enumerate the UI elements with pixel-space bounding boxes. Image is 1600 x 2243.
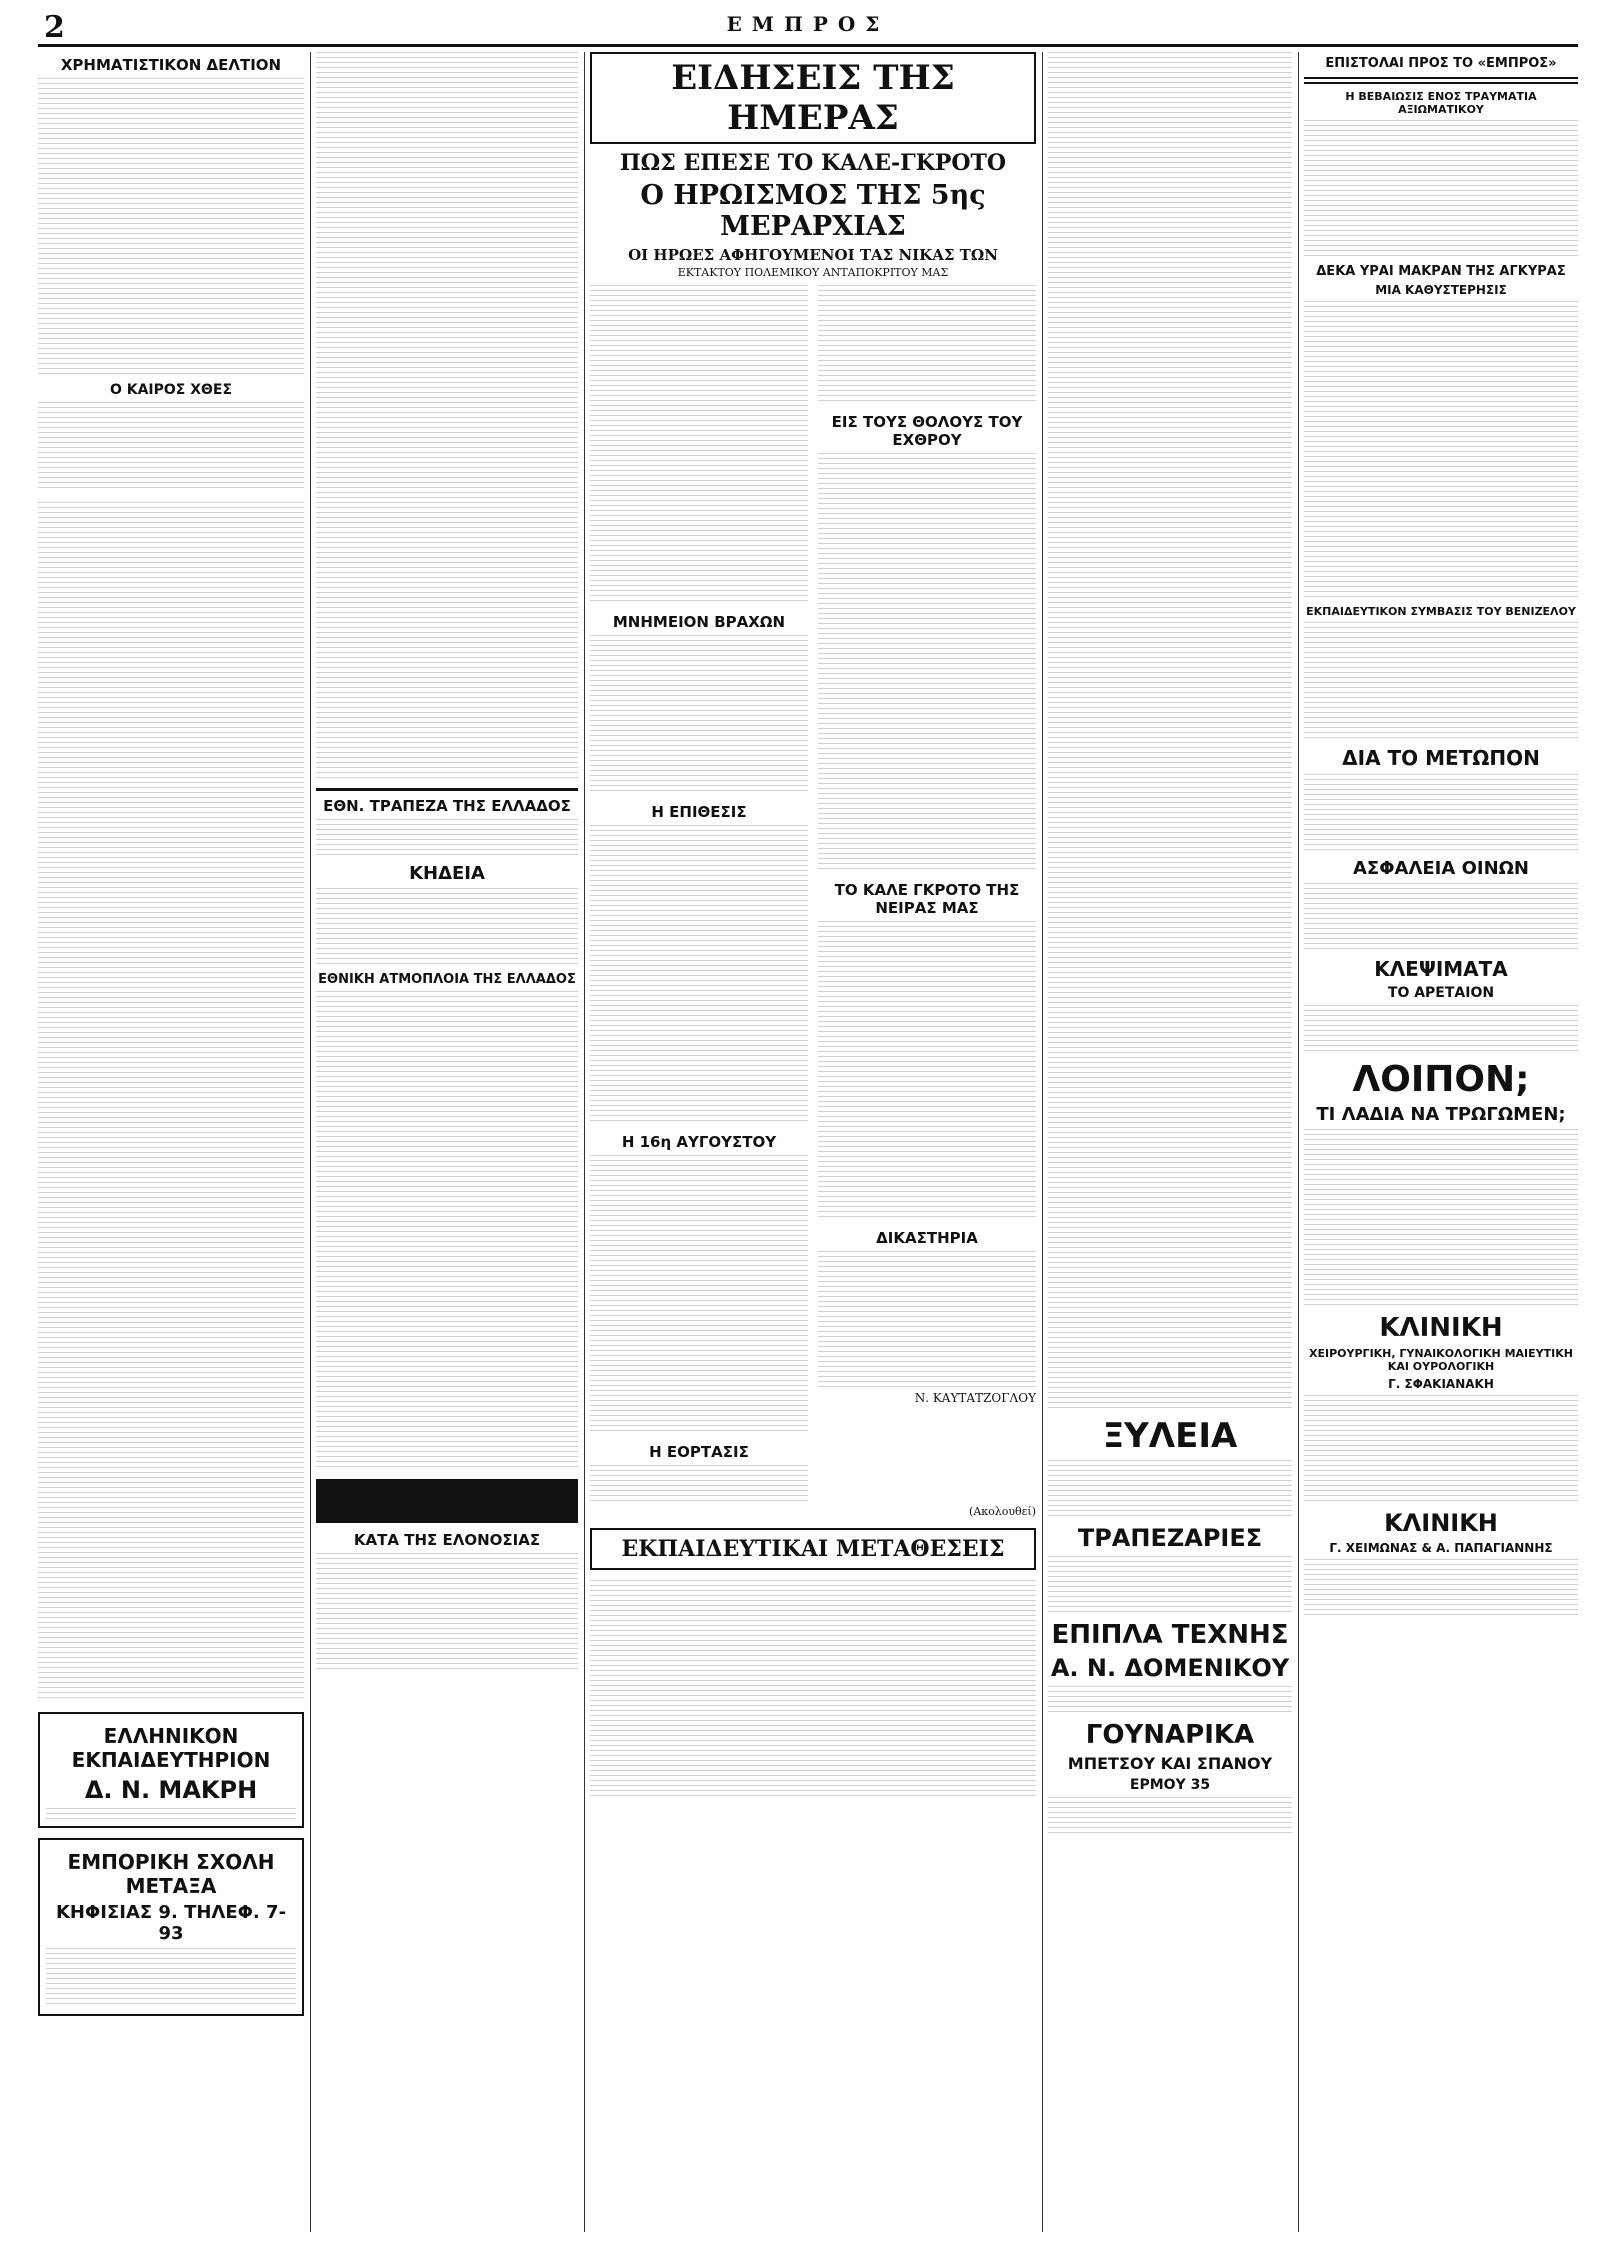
article-text (590, 825, 808, 1125)
ad-title: ΕΜΠΟΡΙΚΗ ΣΧΟΛΗ ΜΕΤΑΞΑ (67, 1850, 275, 1898)
ad-text (46, 1808, 296, 1820)
clinic-2-title: ΚΛΙΝΙΚΗ (1384, 1509, 1498, 1537)
furniture-ad-title: ΕΠΙΠΛΑ ΤΕΧΝΗΣ (1051, 1620, 1289, 1650)
divider (316, 788, 578, 791)
article-text (590, 1155, 808, 1435)
furniture-ad-text (1048, 1686, 1292, 1716)
column-1 (38, 52, 304, 2232)
ad-title: ΕΛΛΗΝΙΚΟΝ ΕΚΠΑΙΔΕΥΤΗΡΙΟΝ (71, 1724, 271, 1772)
loipon-title: ΛΟΙΠΟΝ; (1352, 1059, 1530, 1100)
letter-text (1304, 301, 1578, 601)
wood-ad-title: ΞΥΛΕΙΑ (1102, 1416, 1238, 1456)
tables-ad-title: ΤΡΑΠΕΖΑΡΙΕΣ (1077, 1524, 1263, 1552)
section-heading: ΔΙΚΑΣΤΗΡΙΑ (876, 1229, 978, 1247)
headline-2: Ο ΗΡΩΙΣΜΟΣ ΤΗΣ 5ης ΜΕΡΑΡΧΙΑΣ (640, 180, 986, 242)
weather-text (38, 402, 304, 492)
clinic-2-doctors: Γ. ΧΕΙΜΩΝΑΣ & Α. ΠΑΠΑΓΙΑΝΝΗΣ (1329, 1541, 1553, 1555)
letter-subtitle-2: ΜΙΑ ΚΑΘΥΣΤΕΡΗΣΙΣ (1375, 283, 1507, 297)
letter-subtitle: ΔΕΚΑ ΥΡΑΙ ΜΑΚΡΑΝ ΤΗΣ ΑΓΚΥΡΑΣ (1316, 264, 1566, 279)
column-divider (1042, 52, 1043, 2232)
furs-ad-title: ΓΟΥΝΑΡΙΚΑ (1085, 1720, 1255, 1750)
ad-address: ΚΗΦΙΣΙΑΣ 9. ΤΗΛΕΦ. 7-93 (55, 1902, 287, 1944)
furs-ad-sub: ΜΠΕΤΣΟΥ ΚΑΙ ΣΠΑΝΟΥ (1067, 1754, 1273, 1773)
article-text (590, 635, 808, 795)
funeral-title: ΚΗΔΕΙΑ (409, 863, 485, 884)
school-ad-makri (38, 1712, 304, 1828)
letter-text (1304, 120, 1578, 260)
front-text (1304, 774, 1578, 854)
section-heading: Η ΕΟΡΤΑΣΙΣ (649, 1443, 749, 1461)
shipping-text (316, 991, 578, 1471)
furniture-ad-name: Α. Ν. ΔΟΜΕΝΙΚΟΥ (1050, 1654, 1290, 1682)
malaria-ad-title: ΚΑΤΑ ΤΗΣ ΕΛΟΝΟΣΙΑΣ (353, 1531, 541, 1549)
ad-text (46, 1948, 296, 2008)
thefts-title: ΚΛΕΨΙΜΑΤΑ (1374, 957, 1508, 981)
masthead (38, 8, 1578, 47)
notice-title: ΕΚΠΑΙΔΕΥΤΙΚΟΝ ΣΥΜΒΑΣΙΣ ΤΟΥ ΒΕΝΙΖΕΛΟΥ (1306, 605, 1576, 618)
article-text (818, 285, 1036, 405)
school-ad-metaxa (38, 1838, 304, 2016)
loipon-subtitle: ΤΙ ΛΑΔΙΑ ΝΑ ΤΡΩΓΩΜΕΝ; (1316, 1104, 1566, 1125)
letters-header: ΕΠΙΣΤΟΛΑΙ ΠΡΟΣ ΤΟ «ΕΜΠΡΟΣ» (1325, 56, 1557, 71)
section-heading: Η 16η ΑΥΓΟΥΣΤΟΥ (621, 1133, 777, 1151)
newspaper-page (38, 0, 1578, 2243)
bank-text (316, 819, 578, 859)
bank-title: ΕΘΝ. ΤΡΑΠΕΖΑ ΤΗΣ ΕΛΛΑΔΟΣ (323, 797, 571, 815)
ad-name: Δ. Ν. ΜΑΚΡΗ (84, 1776, 258, 1804)
continued-note: (Ακολουθεί) (969, 1505, 1036, 1518)
headline-1: ΠΩΣ ΕΠΕΣΕ ΤΟ ΚΑΛΕ-ΓΚΡΟΤΟ (619, 150, 1007, 176)
letter-title: Η ΒΕΒΑΙΩΣΙΣ ΕΝΟΣ ΤΡΑΥΜΑΤΙΑ ΑΞΙΩΜΑΤΙΚΟΥ (1345, 90, 1537, 116)
loipon-text (1304, 1129, 1578, 1309)
article-text (590, 285, 808, 605)
article-text (1048, 52, 1292, 1412)
article-text (38, 502, 304, 1702)
clinic-2-text (1304, 1559, 1578, 1619)
column-divider (584, 52, 585, 2232)
news-banner: ΕΙΔΗΣΕΙΣ ΤΗΣ ΗΜΕΡΑΣ (590, 52, 1036, 144)
page-number: 2 (44, 10, 65, 45)
article-text (818, 921, 1036, 1221)
clinic-1-subtitle: ΧΕΙΡΟΥΡΓΙΚΗ, ΓΥΝΑΙΚΟΛΟΓΙΚΗ ΜΑΙΕΥΤΙΚΗ ΚΑΙ ΟΥΡΟΛΟΓΙΚΗ (1309, 1347, 1573, 1373)
furs-ad-address: ΕΡΜΟΥ 35 (1129, 1777, 1211, 1793)
wood-ad-text (1048, 1460, 1292, 1520)
clinic-1-doctor: Γ. ΣΦΑΚΙΑΝΑΚΗ (1388, 1377, 1494, 1391)
tables-ad-text (1048, 1556, 1292, 1616)
paper-title: ΕΜΠΡΟΣ (726, 12, 890, 36)
stock-report-text (38, 78, 304, 378)
column-4 (1048, 52, 1292, 2232)
section-heading: ΤΟ ΚΑΛΕ ΓΚΡΟΤΟ ΤΗΣ ΝΕΙΡΑΣ ΜΑΣ (834, 881, 1020, 917)
malaria-ad-text (316, 1553, 578, 1673)
subheadline: ΟΙ ΗΡΩΕΣ ΑΦΗΓΟΥΜΕΝΟΙ ΤΑΣ ΝΙΚΑΣ ΤΩΝ (628, 246, 998, 264)
shipping-title: ΕΘΝΙΚΗ ΑΤΜΟΠΛΟΙΑ ΤΗΣ ΕΛΛΑΔΟΣ (318, 972, 576, 987)
furs-ad-text (1048, 1797, 1292, 1837)
section-heading: ΜΝΗΜΕΙΟΝ ΒΡΑΧΩΝ (612, 613, 786, 631)
notice-text (1304, 622, 1578, 742)
clinic-1-title: ΚΛΙΝΙΚΗ (1379, 1313, 1503, 1343)
thefts-text (1304, 1005, 1578, 1055)
signature: Ν. ΚΑΥΤΑΤΖΟΓΛΟΥ (914, 1391, 1036, 1405)
wine-insurance-title: ΑΣΦΑΛΕΙΑ ΟΙΝΩΝ (1352, 858, 1529, 879)
article-text (818, 1251, 1036, 1391)
weather-header: Ο ΚΑΙΡΟΣ ΧΘΕΣ (109, 382, 233, 398)
column-5 (1304, 52, 1578, 2232)
column-divider (1298, 52, 1299, 2232)
article-text (818, 453, 1036, 873)
front-title: ΔΙΑ ΤΟ ΜΕΤΩΠΟΝ (1342, 746, 1540, 770)
byline: ΕΚΤΑΚΤΟΥ ΠΟΛΕΜΙΚΟΥ ΑΝΤΑΠΟΚΡΙΤΟΥ ΜΑΣ (677, 266, 949, 279)
boxed-banner-graphic (316, 1479, 578, 1523)
education-title: ΕΚΠΑΙΔΕΥΤΙΚΑΙ ΜΕΤΑΘΕΣΕΙΣ (590, 1528, 1036, 1570)
divider (1304, 77, 1578, 84)
section-heading: ΕΙΣ ΤΟΥΣ ΘΟΛΟΥΣ ΤΟΥ ΕΧΘΡΟΥ (831, 413, 1023, 449)
stock-report-header: ΧΡΗΜΑΤΙΣΤΙΚΟΝ ΔΕΛΤΙΟΝ (60, 56, 282, 74)
education-text (590, 1580, 1036, 1800)
article-text (316, 52, 578, 782)
article-text (590, 1465, 808, 1505)
clinic-1-text (1304, 1395, 1578, 1505)
funeral-text (316, 888, 578, 968)
section-heading: Η ΕΠΙΘΕΣΙΣ (651, 803, 747, 821)
main-article-column (590, 52, 1036, 2232)
column-2 (316, 52, 578, 2232)
wine-insurance-text (1304, 883, 1578, 953)
column-divider (310, 52, 311, 2232)
thefts-subtitle: ΤΟ ΑΡΕΤΑΙΟΝ (1387, 985, 1495, 1001)
